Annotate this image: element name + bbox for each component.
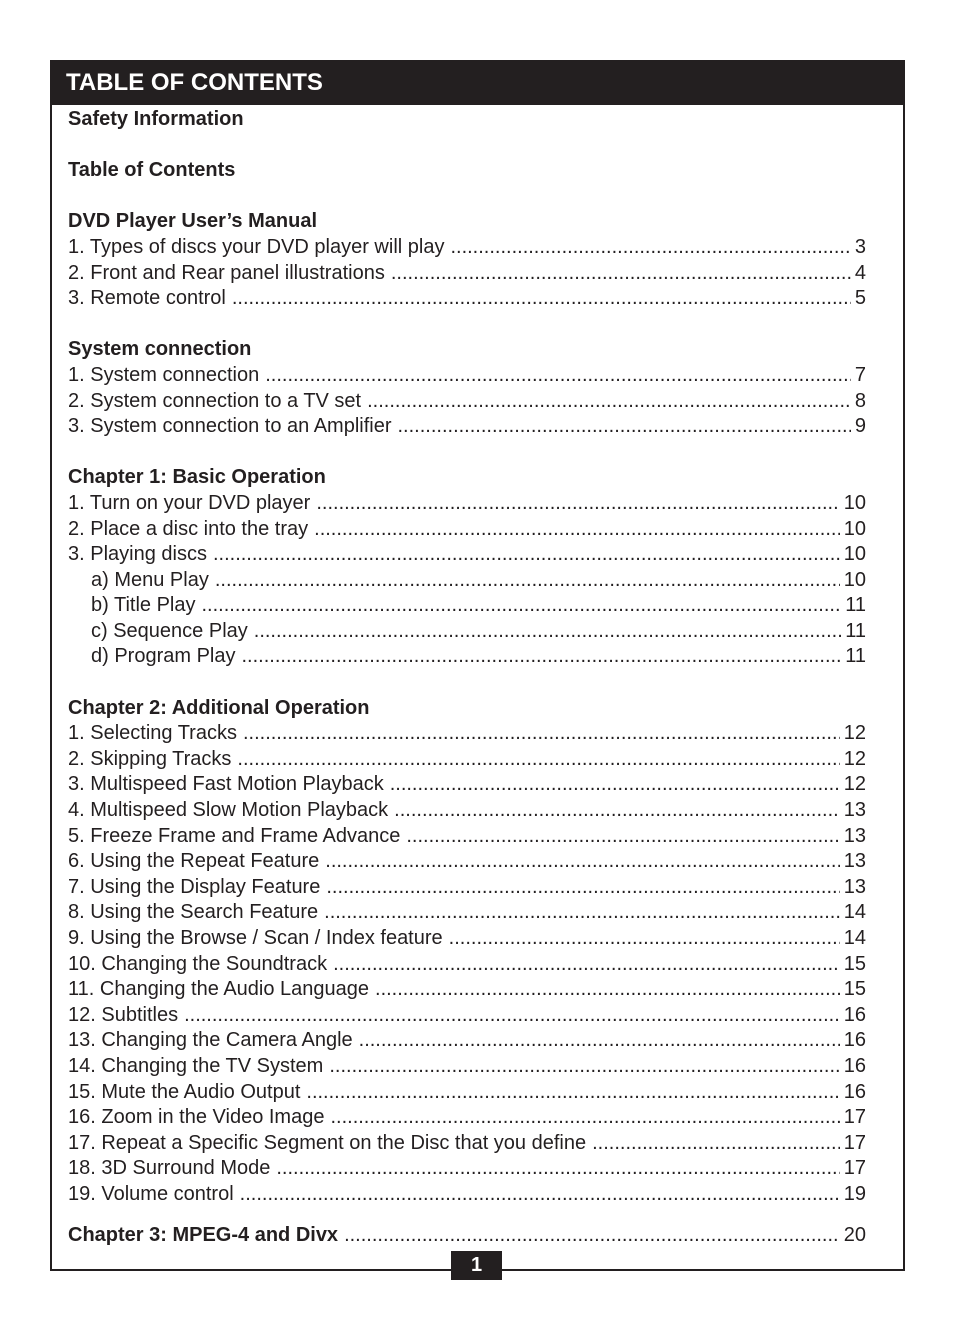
leader-dots (306, 1080, 839, 1106)
toc-entry-label: 8. Using the Search Feature (68, 901, 319, 924)
toc-entry[interactable] (68, 747, 866, 773)
toc-frame (50, 60, 905, 1271)
toc-entry-label: 9. Using the Browse / Scan / Index feature (68, 927, 443, 949)
section-heading-system: System connection (68, 338, 252, 361)
toc-entry-label: 11. Changing the Audio Language (68, 978, 370, 1001)
toc-entry-label: 2. Place a disc into the tray (68, 517, 309, 540)
toc-entry[interactable] (68, 849, 866, 875)
leader-dots (265, 363, 851, 389)
leader-dots (276, 1156, 839, 1182)
toc-entry-label: 19. Volume control (68, 1182, 234, 1205)
toc-entry-label: a) Menu Play (91, 568, 209, 591)
section-heading-toc: Table of Contents (68, 159, 236, 182)
leader-dots (215, 568, 840, 594)
toc-entry-page: 11 (845, 619, 866, 642)
leader-dots (325, 849, 839, 875)
toc-entry-label: 3. Multispeed Fast Motion Playback (68, 773, 384, 796)
toc-entry-page: 10 (843, 543, 866, 566)
section-heading-chapter-2: Chapter 2: Additional Operation (68, 696, 370, 719)
leader-dots (450, 235, 850, 261)
toc-entry-chapter-3[interactable] (68, 1223, 866, 1249)
toc-entry[interactable] (68, 363, 866, 389)
toc-entry[interactable] (68, 772, 866, 798)
toc-entry-label: 2. Front and Rear panel illustrations (68, 261, 385, 284)
toc-entry-page: 10 (843, 568, 866, 591)
toc-entry[interactable] (68, 952, 866, 978)
leader-dots (237, 747, 839, 773)
toc-entry-page: 16 (843, 1080, 866, 1103)
toc-entry-label: 1. Selecting Tracks (68, 722, 237, 745)
toc-entry-label: 1. Types of discs your DVD player will play (68, 235, 445, 258)
toc-entry-page: 14 (843, 901, 866, 924)
toc-entry-page: 15 (843, 978, 866, 1001)
toc-entry-page: 9 (854, 415, 866, 438)
toc-entry[interactable] (68, 900, 866, 926)
toc-entry-page: 16 (843, 1054, 866, 1077)
leader-dots (449, 926, 840, 952)
toc-entry-label: d) Program Play (91, 645, 236, 668)
toc-entry-page: 10 (843, 517, 866, 540)
toc-entry-page: 20 (843, 1223, 866, 1246)
toc-entry[interactable] (68, 1003, 866, 1029)
toc-entry-label: 4. Multispeed Slow Motion Playback (68, 799, 389, 822)
toc-entry-page: 17 (843, 1106, 866, 1129)
toc-entry-page: 15 (843, 952, 866, 975)
toc-entry[interactable] (68, 824, 866, 850)
toc-entry[interactable] (68, 875, 866, 901)
toc-entry-page: 12 (843, 722, 866, 745)
page-title: TABLE OF CONTENTS (66, 69, 323, 96)
leader-dots (326, 875, 839, 901)
toc-entry[interactable] (68, 235, 866, 261)
leader-dots (240, 1182, 840, 1208)
toc-entry-label: 5. Freeze Frame and Frame Advance (68, 824, 401, 847)
toc-entry[interactable] (68, 1054, 866, 1080)
toc-entry-page: 10 (843, 491, 866, 514)
toc-entry[interactable] (68, 1105, 866, 1131)
toc-entry-label: 18. 3D Surround Mode (68, 1157, 271, 1180)
toc-entry-label: 2. Skipping Tracks (68, 747, 232, 770)
toc-entry[interactable] (68, 619, 866, 645)
leader-dots (243, 721, 840, 747)
toc-entry-page: 13 (843, 799, 866, 822)
toc-entry-label: 3. System connection to an Amplifier (68, 415, 392, 438)
toc-entry-page: 3 (854, 235, 866, 258)
toc-entry-label: b) Title Play (91, 594, 196, 617)
leader-dots (359, 1028, 840, 1054)
leader-dots (314, 517, 840, 543)
leader-dots (344, 1223, 840, 1249)
toc-entry[interactable] (68, 977, 866, 1003)
toc-entry[interactable] (68, 1131, 866, 1157)
leader-dots (398, 414, 851, 440)
section-heading-chapter-1: Chapter 1: Basic Operation (68, 466, 326, 489)
toc-entry[interactable] (68, 389, 866, 415)
toc-entry-page: 13 (843, 875, 866, 898)
leader-dots (394, 798, 840, 824)
page-number: 1 (451, 1251, 502, 1280)
toc-entry-label: 17. Repeat a Specific Segment on the Disc that you define (68, 1131, 587, 1154)
toc-entry-label: 16. Zoom in the Video Image (68, 1106, 325, 1129)
toc-entry-label: 10. Changing the Soundtrack (68, 952, 328, 975)
toc-entry[interactable] (68, 542, 866, 568)
toc-entry-page: 14 (843, 927, 866, 949)
toc-entry-label: 1. Turn on your DVD player (68, 491, 311, 514)
toc-list (68, 107, 866, 1248)
toc-entry-page: 13 (843, 824, 866, 847)
leader-dots (316, 491, 839, 517)
toc-entry[interactable] (68, 286, 866, 312)
toc-entry[interactable] (68, 517, 866, 543)
leader-dots (592, 1131, 840, 1157)
toc-entry[interactable] (68, 593, 866, 619)
toc-entry-page: 8 (854, 389, 866, 412)
toc-entry-label: 1. System connection (68, 363, 260, 386)
toc-entry[interactable] (68, 798, 866, 824)
leader-dots (213, 542, 840, 568)
leader-dots (390, 772, 840, 798)
leader-dots (201, 593, 841, 619)
toc-entry-page: 5 (854, 287, 866, 310)
toc-entry[interactable] (68, 1182, 866, 1208)
leader-dots (367, 389, 851, 415)
toc-entry-label: Chapter 3: MPEG-4 and Divx (68, 1223, 339, 1246)
toc-entry-label: c) Sequence Play (91, 619, 248, 642)
section-heading-safety: Safety Information (68, 108, 244, 130)
toc-entry-label: 3. Remote control (68, 287, 226, 310)
toc-entry-page: 16 (843, 1029, 866, 1052)
leader-dots (329, 1054, 839, 1080)
toc-entry-page: 16 (843, 1003, 866, 1026)
header-bar (52, 62, 903, 105)
toc-entry[interactable] (68, 644, 866, 670)
leader-dots (232, 286, 851, 312)
toc-entry-label: 3. Playing discs (68, 543, 207, 566)
toc-entry-page: 4 (854, 261, 866, 284)
leader-dots (330, 1105, 839, 1131)
toc-entry-label: 12. Subtitles (68, 1003, 179, 1026)
leader-dots (391, 261, 851, 287)
toc-entry-page: 17 (843, 1131, 866, 1154)
toc-entry[interactable] (68, 491, 866, 517)
toc-entry-label: 13. Changing the Camera Angle (68, 1029, 353, 1052)
toc-entry[interactable] (68, 261, 866, 287)
leader-dots (324, 900, 840, 926)
leader-dots (184, 1003, 840, 1029)
section-heading-manual: DVD Player User’s Manual (68, 210, 317, 233)
leader-dots (406, 824, 839, 850)
toc-entry[interactable] (68, 926, 866, 952)
leader-dots (375, 977, 840, 1003)
toc-entry[interactable] (68, 568, 866, 594)
toc-entry[interactable] (68, 721, 866, 747)
toc-entry-page: 19 (843, 1182, 866, 1205)
toc-entry[interactable] (68, 1080, 866, 1106)
toc-entry-page: 13 (843, 850, 866, 873)
toc-entry-page: 11 (845, 645, 866, 668)
toc-entry-page: 12 (843, 773, 866, 796)
toc-entry-page: 11 (845, 594, 866, 617)
toc-entry-label: 14. Changing the TV System (68, 1054, 324, 1077)
toc-entry[interactable] (68, 414, 866, 440)
toc-entry[interactable] (68, 1156, 866, 1182)
toc-entry-page: 12 (843, 747, 866, 770)
toc-entry-label: 7. Using the Display Feature (68, 875, 321, 898)
toc-entry-page: 17 (843, 1157, 866, 1180)
toc-entry-label: 6. Using the Repeat Feature (68, 850, 320, 873)
toc-entry-label: 2. System connection to a TV set (68, 389, 362, 412)
toc-entry-page: 7 (854, 363, 866, 386)
leader-dots (242, 644, 842, 670)
leader-dots (333, 952, 840, 978)
leader-dots (254, 619, 841, 645)
toc-entry[interactable] (68, 1028, 866, 1054)
toc-entry-label: 15. Mute the Audio Output (68, 1080, 301, 1103)
